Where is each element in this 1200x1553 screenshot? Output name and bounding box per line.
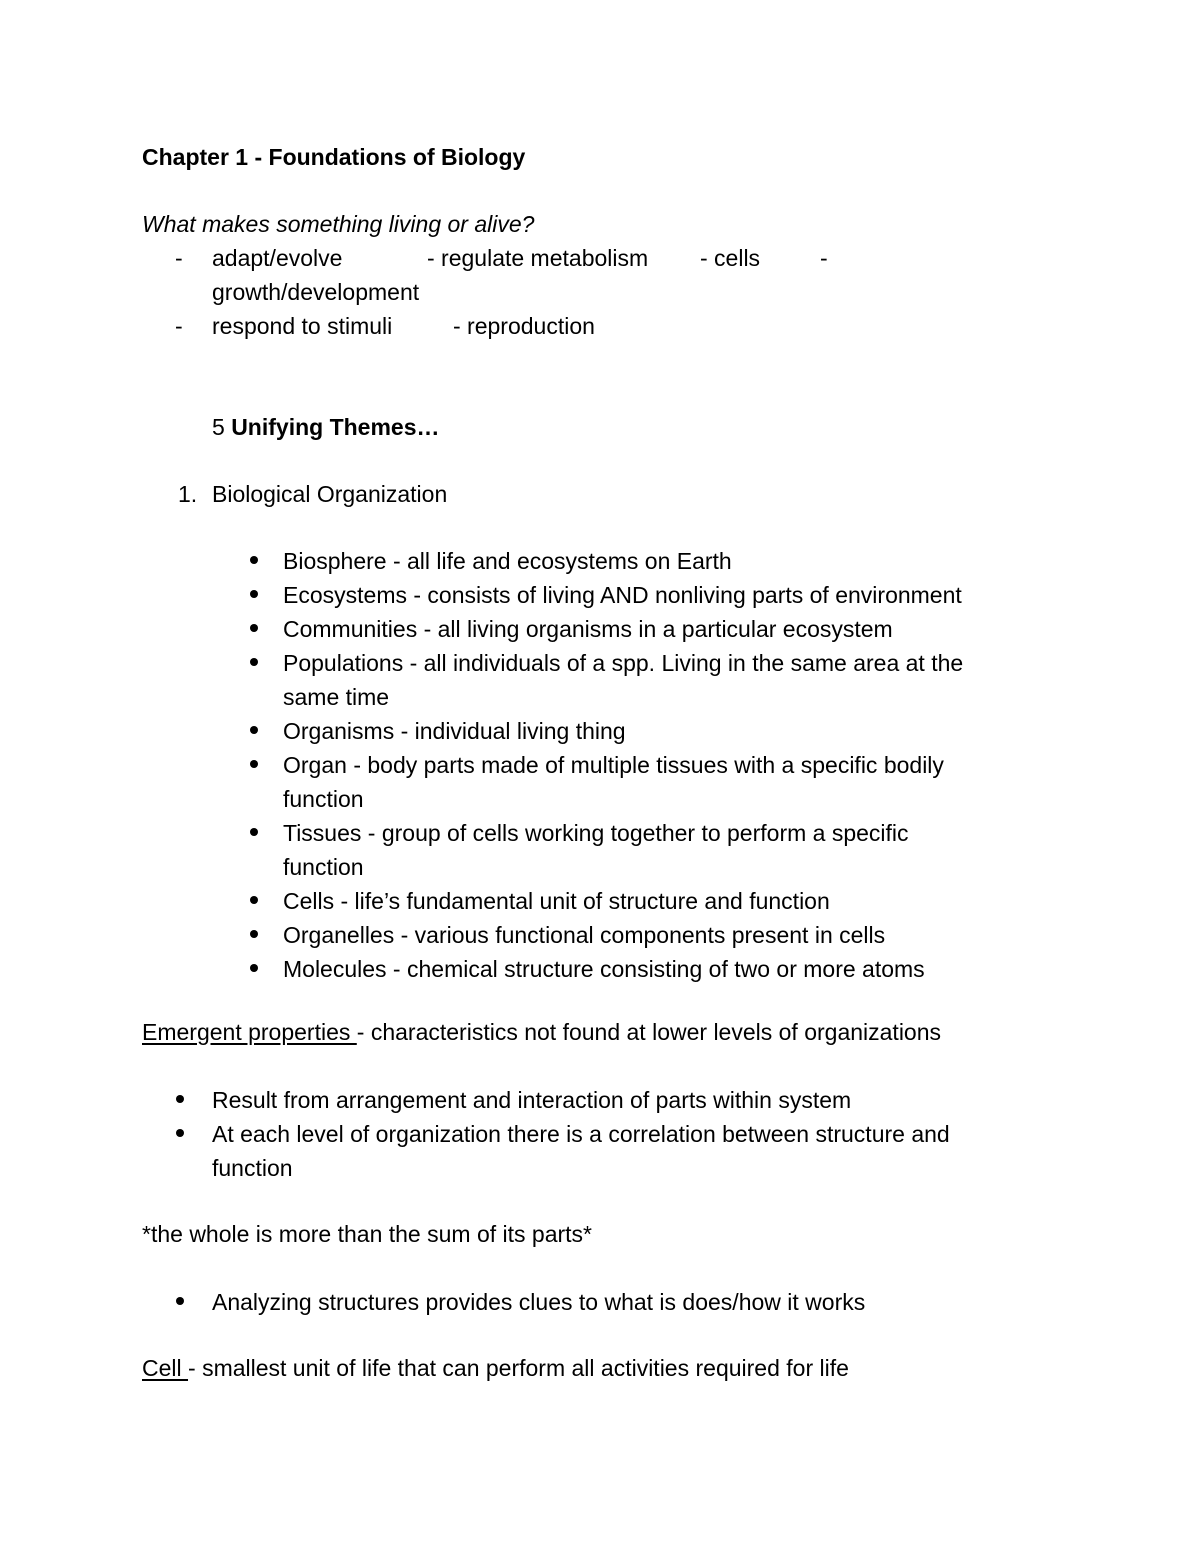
bullet-icon <box>250 964 258 972</box>
organization-level-item: Organelles - various functional components present in cells <box>283 922 886 948</box>
organization-level-item: Molecules - chemical structure consisting of two or more atoms <box>283 956 925 982</box>
bullet-icon <box>176 1129 184 1137</box>
cell-term: Cell <box>142 1355 189 1381</box>
emergent-point-item: function <box>212 1155 293 1181</box>
trait-metabolism: - regulate metabolism <box>427 245 649 271</box>
emergent-point-item: At each level of organization there is a correlation between structure and <box>212 1121 950 1147</box>
bullet-icon <box>250 760 258 768</box>
organization-level-item: Organ - body parts made of multiple tissues with a specific bodily <box>283 752 944 778</box>
organization-level-item: function <box>283 854 364 880</box>
whole-note: *the whole is more than the sum of its parts* <box>142 1221 592 1247</box>
organization-level-item: Cells - life’s fundamental unit of structure and function <box>283 888 830 914</box>
trait-adapt: adapt/evolve <box>212 245 343 271</box>
question-heading: What makes something living or alive? <box>142 211 535 237</box>
trait-cells: - cells <box>700 245 761 271</box>
organization-level-item: function <box>283 786 364 812</box>
themes-number: 5 <box>212 414 225 440</box>
bullet-icon <box>250 726 258 734</box>
bullet-icon <box>250 930 258 938</box>
themes-label: Unifying Themes… <box>231 414 440 440</box>
emergent-text: - characteristics not found at lower levels of organizations <box>356 1019 942 1045</box>
organization-level-item: Tissues - group of cells working together to perform a specific <box>283 820 909 846</box>
trait-growth: growth/development <box>212 279 420 305</box>
organization-level-item: Communities - all living organisms in a particular ecosystem <box>283 616 893 642</box>
theme-number: 1. <box>178 481 198 507</box>
bullet-icon <box>176 1297 184 1305</box>
cell-definition <box>142 1351 849 1385</box>
bullet-icon <box>250 556 258 564</box>
organization-level-item: Biosphere - all life and ecosystems on Earth <box>283 548 732 574</box>
trait-reproduction: - reproduction <box>453 313 595 339</box>
organization-level-item: Populations - all individuals of a spp. Living in the same area at the <box>283 650 964 676</box>
bullet-icon <box>250 828 258 836</box>
dash-marker: - <box>175 313 183 339</box>
bullet-icon <box>250 658 258 666</box>
dash-marker: - <box>175 245 183 271</box>
theme-label: Biological Organization <box>212 481 448 507</box>
bullet-icon <box>176 1095 184 1103</box>
themes-heading <box>212 410 440 444</box>
bullet-icon <box>250 590 258 598</box>
analyze-point: Analyzing structures provides clues to what is does/how it works <box>212 1289 866 1315</box>
trait-stimuli: respond to stimuli <box>212 313 393 339</box>
emergent-term: Emergent properties <box>142 1019 357 1045</box>
bullet-icon <box>250 624 258 632</box>
trait-growth-dash: - <box>820 245 828 271</box>
organization-level-item: same time <box>283 684 390 710</box>
emergent-point-item: Result from arrangement and interaction of parts within system <box>212 1087 852 1113</box>
organization-level-item: Ecosystems - consists of living AND nonliving parts of environment <box>283 582 962 608</box>
chapter-title: Chapter 1 - Foundations of Biology <box>142 144 526 170</box>
organization-level-item: Organisms - individual living thing <box>283 718 626 744</box>
bullet-icon <box>250 896 258 904</box>
cell-text: - smallest unit of life that can perform all activities required for life <box>188 1355 849 1381</box>
emergent-definition <box>142 1015 941 1049</box>
